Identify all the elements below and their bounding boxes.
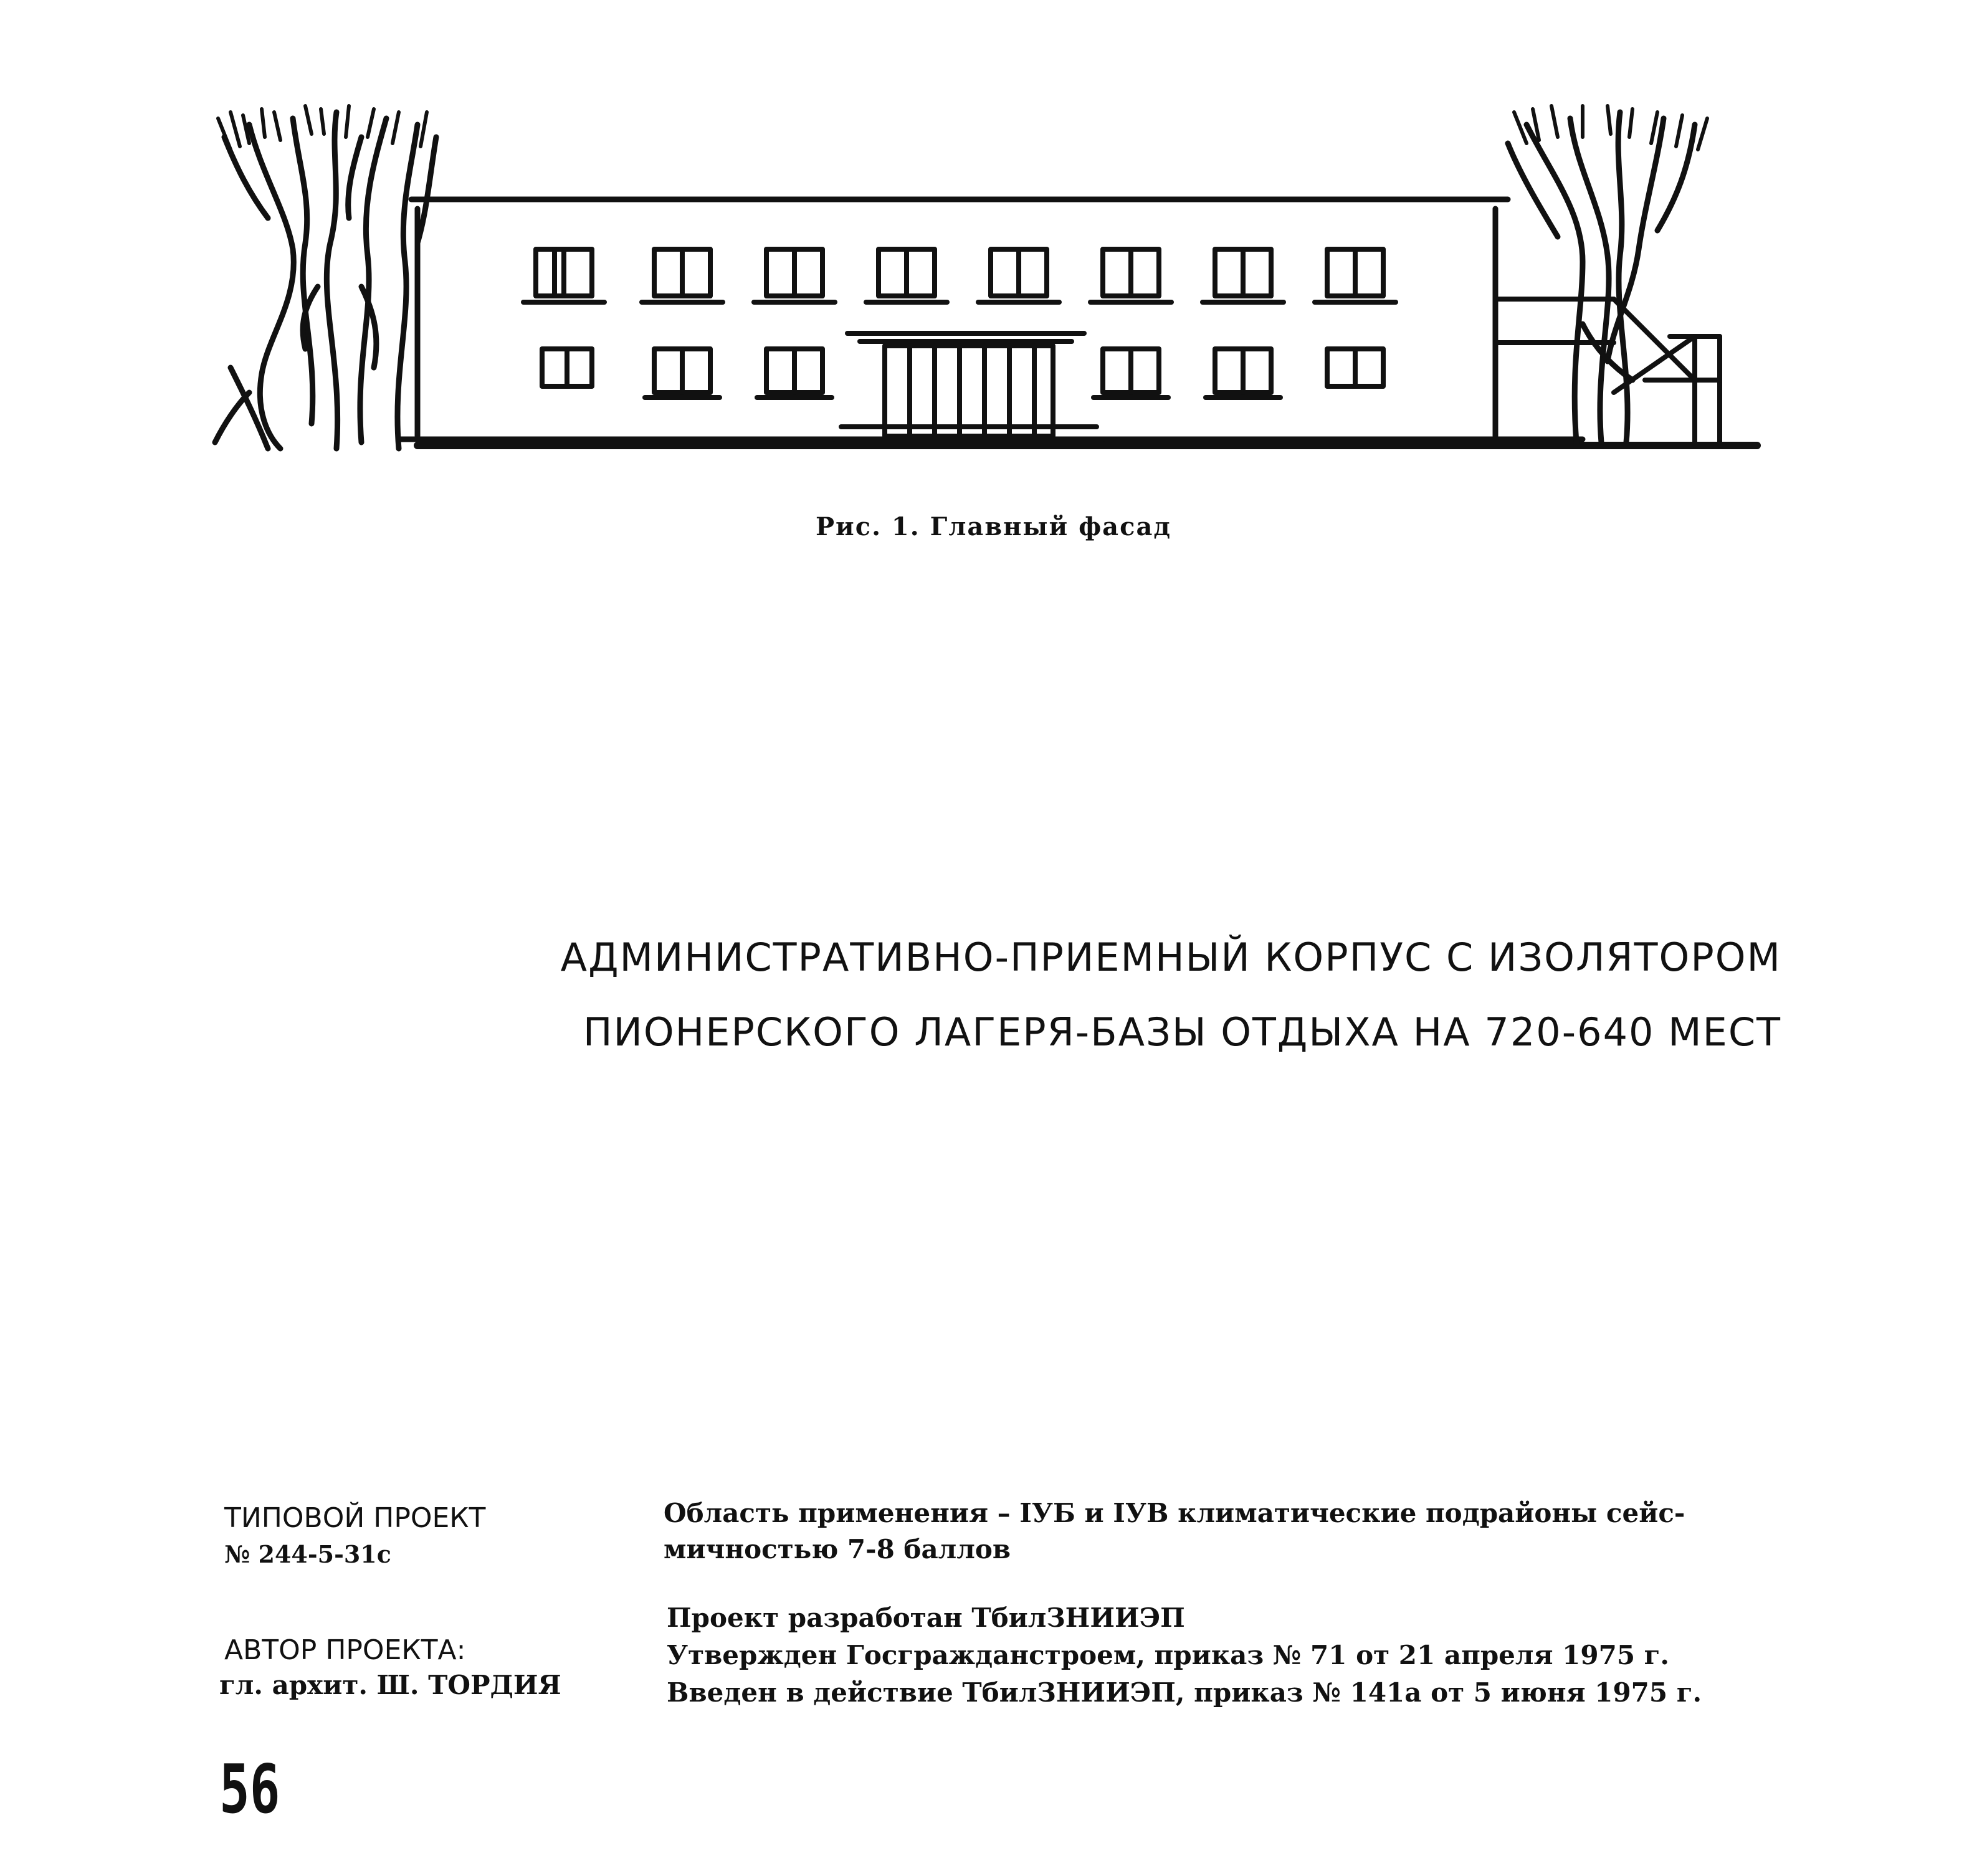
document-title-line-1: АДМИНИСТРАТИВНО-ПРИЕМНЫЙ КОРПУС С ИЗОЛЯТОРОМ <box>560 935 1781 980</box>
entrance-doors <box>835 333 1103 439</box>
author-label: АВТОР ПРОЕКТА: <box>224 1634 466 1666</box>
figure-caption: Рис. 1. Главный фасад <box>815 512 1172 541</box>
application-area-line-1: Область применения – IУБ и IУВ климатические подрайоны сейс- <box>664 1498 1685 1528</box>
enacted-by: Введен в действие ТбилЗНИИЭП, приказ № 141а от 5 июня 1975 г. <box>667 1677 1702 1708</box>
author-name: гл. архит. Ш. ТОРДИЯ <box>219 1670 561 1700</box>
developed-by: Проект разработан ТбилЗНИИЭП <box>667 1602 1185 1633</box>
lower-windows <box>542 349 1383 398</box>
upper-windows <box>523 249 1396 302</box>
right-tree-illustration <box>1508 112 1695 442</box>
project-type-label: ТИПОВОЙ ПРОЕКТ <box>224 1502 486 1534</box>
left-tree-illustration <box>215 112 436 449</box>
application-area-line-2: мичностью 7-8 баллов <box>664 1534 1011 1564</box>
building-outline <box>399 199 1583 439</box>
main-facade-drawing <box>212 100 1782 474</box>
approved-by: Утвержден Госгражданстроем, приказ № 71 от 21 апреля 1975 г. <box>667 1640 1670 1670</box>
right-tree-twigs <box>1514 106 1707 150</box>
document-title-line-2: ПИОНЕРСКОГО ЛАГЕРЯ-БАЗЫ ОТДЫХА НА 720-640 МЕСТ <box>583 1009 1781 1055</box>
project-number: № 244-5-31с <box>224 1540 391 1568</box>
page-number: 56 <box>219 1751 280 1829</box>
